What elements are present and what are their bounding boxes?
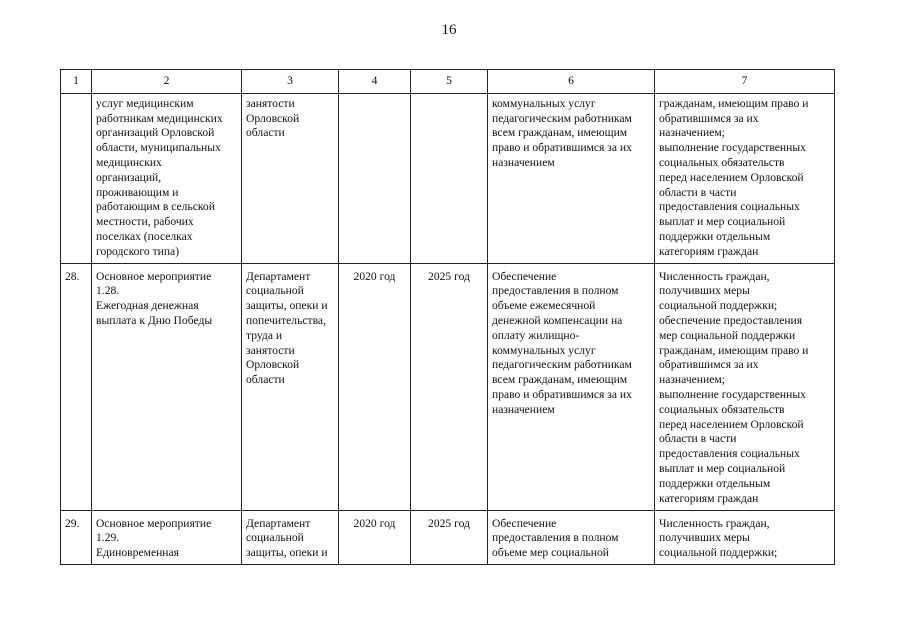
header-cell-2: 2 xyxy=(92,70,242,94)
indicator: Численность граждан, получивших меры социальной поддержки; обеспечение предоставления мер социальной поддержки гражданам, имеющим право и обратившимся за их назначением; выполнение государственных социальных обязательств перед населением Орловской области в части предоставления социальных выплат и мер социальной поддержки отдельным категориям граждан xyxy=(655,263,835,510)
executor: Департамент социальной защиты, опеки и попечительства, труда и занятости Орловской области xyxy=(242,263,339,510)
header-cell-6: 6 xyxy=(488,70,655,94)
end-year: 2025 год xyxy=(411,510,488,564)
executor: занятости Орловской области xyxy=(242,93,339,263)
header-cell-1: 1 xyxy=(61,70,92,94)
table-row xyxy=(61,263,835,510)
start-year: 2020 год xyxy=(339,263,411,510)
indicator: Численность граждан, получивших меры социальной поддержки; xyxy=(655,510,835,564)
indicator: гражданам, имеющим право и обратившимся за их назначением; выполнение государственных социальных обязательств перед населением Орловской области в части предоставления социальных выплат и мер социальной поддержки отдельным категориям граждан xyxy=(655,93,835,263)
end-year xyxy=(411,93,488,263)
row-number: 28. xyxy=(61,263,92,510)
header-cell-4: 4 xyxy=(339,70,411,94)
header-cell-3: 3 xyxy=(242,70,339,94)
event-name: Основное мероприятие 1.29. Единовременная xyxy=(92,510,242,564)
event-name: Основное мероприятие 1.28. Ежегодная денежная выплата к Дню Победы xyxy=(92,263,242,510)
expected-result: Обеспечение предоставления в полном объеме мер социальной xyxy=(488,510,655,564)
start-year xyxy=(339,93,411,263)
header-cell-5: 5 xyxy=(411,70,488,94)
header-cell-7: 7 xyxy=(655,70,835,94)
end-year: 2025 год xyxy=(411,263,488,510)
row-number xyxy=(61,93,92,263)
expected-result: Обеспечение предоставления в полном объеме ежемесячной денежной компенсации на оплату жилищно- коммунальных услуг педагогическим работникам всем гражданам, имеющим право и обратившимся за их назначением xyxy=(488,263,655,510)
expected-result: коммунальных услуг педагогическим работникам всем гражданам, имеющим право и обратившимся за их назначением xyxy=(488,93,655,263)
table-header-row xyxy=(61,70,835,94)
table-row xyxy=(61,93,835,263)
executor: Департамент социальной защиты, опеки и xyxy=(242,510,339,564)
start-year: 2020 год xyxy=(339,510,411,564)
program-table xyxy=(60,69,835,565)
table-row xyxy=(61,510,835,564)
row-number: 29. xyxy=(61,510,92,564)
event-name: услуг медицинским работникам медицинских организаций Орловской области, муниципальных медицинских организаций, проживающим и работающим в сельской местности, рабочих поселках (поселках городского типа) xyxy=(92,93,242,263)
page-number: 16 xyxy=(441,22,457,38)
